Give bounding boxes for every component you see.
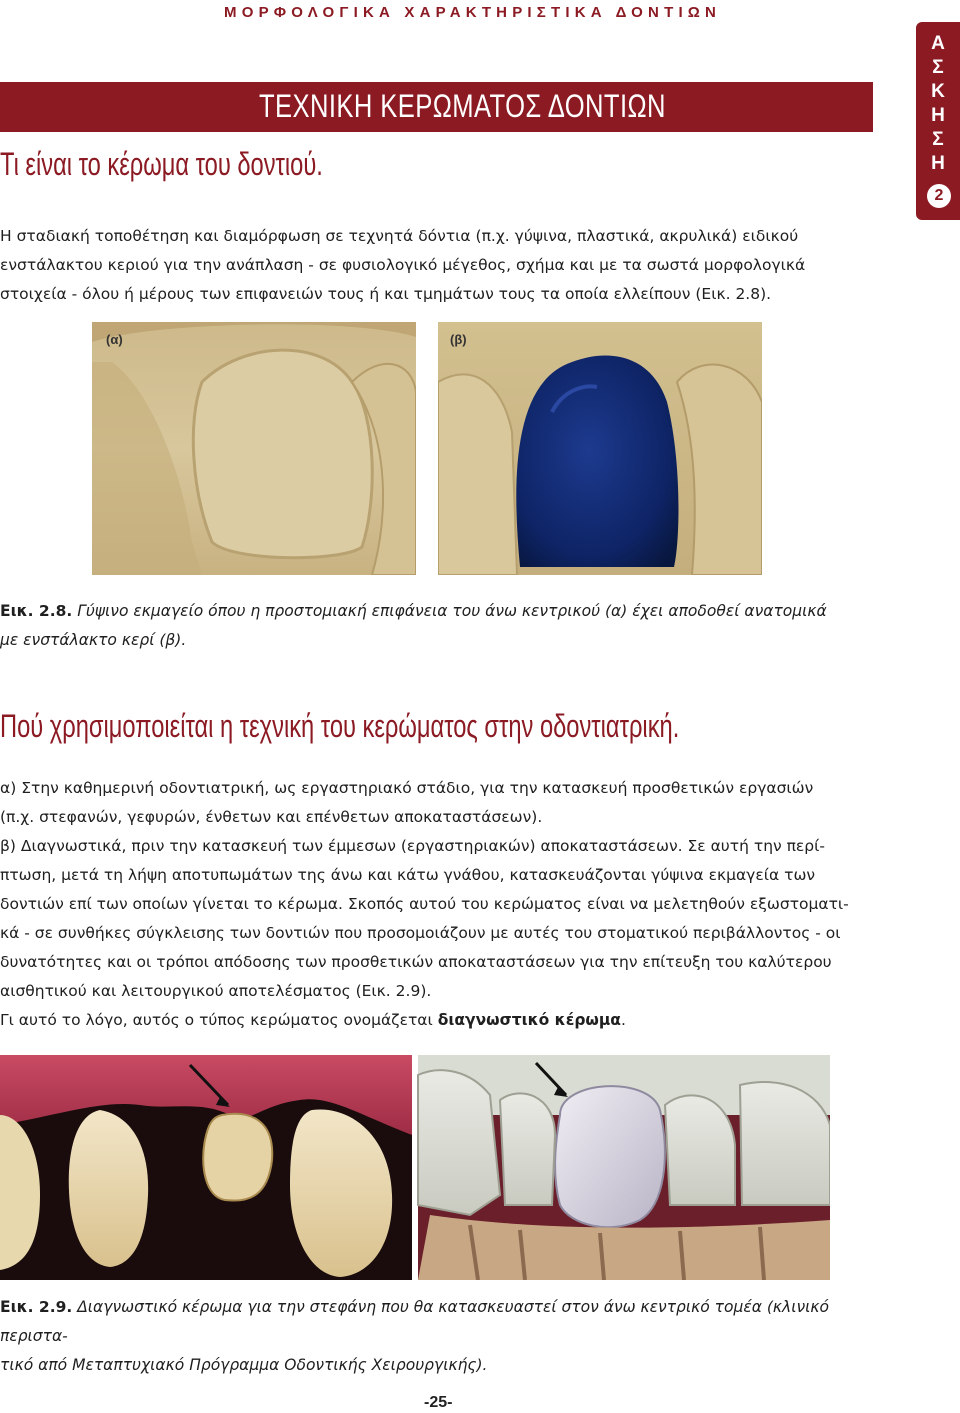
figure-2-8-caption	[0, 597, 872, 655]
side-tab-letter: Κ	[931, 81, 945, 102]
figure-2-8-photo	[92, 322, 762, 575]
text-line	[0, 1006, 872, 1035]
chapter-title: ΤΕΧΝΙΚΗ ΚΕΡΩΜΑΤΟΣ ΔΟΝΤΙΩΝ	[259, 88, 666, 124]
figure-label: Εικ. 2.8.	[0, 602, 73, 620]
text-line: Η σταδιακή τοποθέτηση και διαμόρφωση σε τεχνητά δόντια (π.χ. γύψινα, πλαστικά, ακρυλικά) ειδικού	[0, 227, 799, 245]
caption-line: με ενστάλακτο κερί (β).	[0, 631, 187, 649]
text-line: δοντιών επί των οποίων γίνεται το κέρωμα. Σκοπός αυτού του κερώματος είναι να μελετηθούν εξωστοματι-	[0, 895, 849, 913]
exercise-number-badge: 2	[927, 184, 951, 208]
figure-tag-b: (β)	[450, 332, 467, 347]
side-tab-letter: Σ	[932, 57, 944, 78]
clinical-teeth-illustration	[0, 1055, 830, 1280]
figure-2-9-photo	[0, 1055, 830, 1280]
side-tab-letter: Η	[931, 153, 945, 174]
text-line: πτωση, μετά τη λήψη αποτυπωμάτων της άνω και κάτω γνάθου, κατασκευάζονται γύψινα εκμαγεία των	[0, 866, 816, 884]
plaster-cast-illustration	[92, 322, 762, 575]
text-line: α) Στην καθημερινή οδοντιατρική, ως εργαστηριακό στάδιο, για την κατασκευή προσθετικών εργασιών	[0, 779, 814, 797]
text-line: στοιχεία - όλου ή μέρους των επιφανειών τους ή και τμημάτων τους τα οποία ελλείπουν (Εικ. 2.8).	[0, 285, 772, 303]
section-heading-where-used: Πού χρησιμοποιείται η τεχνική του κερώματος στην οδοντιατρική.	[0, 708, 680, 744]
figure-label: Εικ. 2.9.	[0, 1298, 73, 1316]
side-tab-letter: Α	[931, 33, 945, 54]
text-line: (π.χ. στεφανών, γεφυρών, ένθετων και επένθετων αποκαταστάσεων).	[0, 808, 543, 826]
text-line: δυνατότητες και οι τρόποι απόδοσης των προσθετικών αποκαταστάσεων για την επίτευξη του καλύτερου	[0, 953, 832, 971]
caption-line	[0, 1293, 872, 1351]
side-tab-letter: Σ	[932, 129, 944, 150]
section-heading-what-is-waxing: Τι είναι το κέρωμα του δοντιού.	[0, 146, 323, 182]
side-tab-letters	[916, 32, 960, 176]
text-line: αισθητικού και λειτουργικού αποτελέσματος (Εικ. 2.9).	[0, 982, 432, 1000]
figure-tag-a: (α)	[106, 332, 123, 347]
text-line: κά - σε συνθήκες σύγκλεισης των δοντιών που προσομοιάζουν με αυτές του στοματικού περιβάλλοντος - οι	[0, 924, 841, 942]
caption-line: τικό από Μεταπτυχιακό Πρόγραμμα Οδοντικής Χειρουργικής).	[0, 1356, 488, 1374]
text-span: .	[620, 1011, 626, 1029]
caption-text: Γύψινο εκμαγείο όπου η προστομιακή επιφάνεια του άνω κεντρικού (α) έχει αποδοθεί ανατομικά	[72, 602, 827, 620]
caption-text: Διαγνωστικό κέρωμα για την στεφάνη που θα κατασκευαστεί στον άνω κεντρικό τομέα (κλινικό περιστα-	[0, 1298, 829, 1345]
chapter-title-bar	[0, 82, 873, 132]
figure-2-9-caption	[0, 1293, 872, 1380]
side-tab-letter: Η	[931, 105, 945, 126]
text-line: ενστάλακτου κεριού για την ανάπλαση - σε φυσιολογικό μέγεθος, σχήμα και με τα σωστά μορφολογικά	[0, 256, 806, 274]
text-span: Γι αυτό το λόγο, αυτός ο τύπος κερώματος ονομάζεται	[0, 1011, 438, 1029]
text-line: β) Διαγνωστικά, πριν την κατασκευή των έμμεσων (εργαστηριακών) αποκαταστάσεων. Σε αυτή την περί-	[0, 837, 825, 855]
diagnostic-waxing-term: διαγνωστικό κέρωμα	[437, 1011, 621, 1029]
running-header: ΜΟΡΦΟΛΟΓΙΚΑ ΧΑΡΑΚΤΗΡΙΣΤΙΚΑ ΔΟΝΤΙΩΝ	[224, 4, 722, 21]
page-number: -25-	[424, 1394, 453, 1411]
definition-paragraph	[0, 222, 872, 309]
exercise-side-tab	[916, 22, 960, 220]
usage-paragraph	[0, 774, 872, 1035]
caption-line	[0, 597, 872, 626]
